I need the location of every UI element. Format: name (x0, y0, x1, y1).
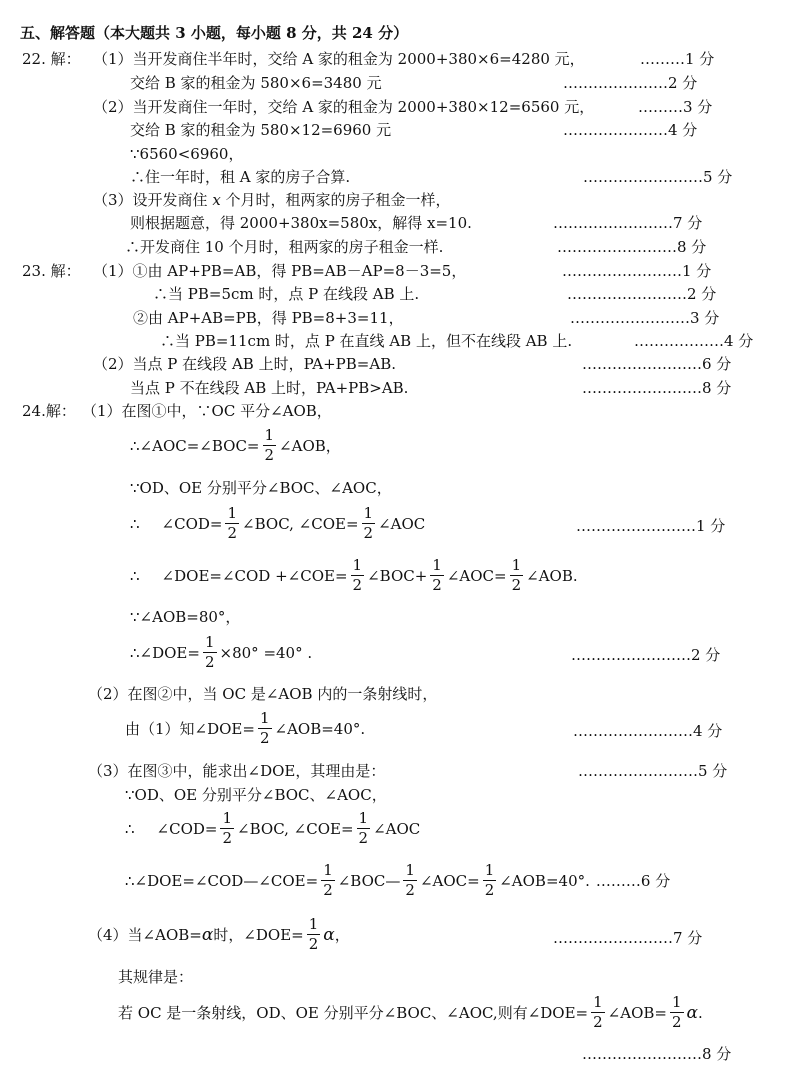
q23-line-4: ∴当 PB=11cm 时，点 P 在直线 AB 上，但不在线段 AB 上. (160, 332, 573, 350)
fraction-numerator: 1 (484, 861, 495, 879)
q24-p3-l3-b: ∠BOC, ∠COE= (237, 819, 354, 838)
fraction-numerator: 1 (511, 556, 522, 574)
q23-line-1: （1）①由 AP+PB=AB，得 PB=AB－AP=8－3=5， (93, 262, 467, 280)
q24-p3-l4-c: ∠AOC= (419, 871, 480, 890)
fraction-numerator: 1 (352, 556, 363, 574)
q24-score-6: ………6 分 (595, 871, 671, 890)
fraction-half (362, 505, 376, 542)
q23-line-3: ②由 AP+AB=PB，得 PB=8+3=11， (133, 309, 404, 327)
q24-p1-l5-a: ∠DOE=∠COD +∠COE= (161, 566, 348, 585)
q23-score-3: ……………………3 分 (570, 309, 720, 327)
q24-p4-a: （4）当∠AOB= (88, 925, 202, 944)
q24-score-1: ……………………1 分 (576, 517, 726, 535)
fraction-half (351, 557, 365, 594)
fraction-denominator: 2 (264, 446, 275, 464)
fraction-numerator: 1 (358, 809, 369, 827)
q22-line-1b: 交给 B 家的租金为 580×6=3480 元 (130, 74, 382, 92)
q24-p1-line7 (130, 634, 312, 671)
q23-score-4: ………………4 分 (634, 332, 754, 350)
fraction-numerator: 1 (222, 809, 233, 827)
alpha-symbol: α (323, 924, 335, 945)
q24-p3-l4-a: ∴∠DOE=∠COD—∠COE= (125, 871, 319, 890)
q24-rule-b: ∠AOB= (607, 1003, 667, 1022)
q22-line-2b: 交给 B 家的租金为 580×12=6960 元 (130, 121, 392, 139)
q23-line-5: （2）当点 P 在线段 AB 上时，PA+PB=AB. (93, 355, 396, 373)
q22-score-2: …………………2 分 (563, 74, 698, 92)
fraction-half (357, 810, 371, 847)
fraction-half (263, 427, 277, 464)
fraction-half (403, 862, 417, 899)
fraction-denominator: 2 (484, 881, 495, 899)
q24-p3-line2: ∵OD、OE 分别平分∠BOC、∠AOC， (125, 786, 387, 804)
fraction-denominator: 2 (204, 653, 215, 671)
q24-p3-line4 (125, 862, 670, 899)
fraction-numerator: 1 (227, 504, 238, 522)
fraction-denominator: 2 (352, 576, 363, 594)
q22-line-2a: （2）当开发商住一年时，交给 A 家的租金为 2000+380×12=6560 元， (93, 98, 595, 116)
fraction-half (307, 916, 321, 953)
fraction-denominator: 2 (222, 829, 233, 847)
fraction-half (220, 810, 234, 847)
fraction-numerator: 1 (363, 504, 374, 522)
q24-part3-heading: （3）在图③中，能求出∠DOE，其理由是： (88, 762, 386, 780)
q24-number: 24.解： (22, 402, 76, 420)
fraction-numerator: 1 (264, 426, 275, 444)
q24-score-7: ……………………7 分 (553, 929, 703, 947)
therefore-symbol: ∴ (130, 566, 140, 585)
fraction-numerator: 1 (259, 709, 270, 727)
fraction-denominator: 2 (323, 881, 333, 899)
q22-line-1a: （1）当开发商住半年时，交给 A 家的租金为 2000+380×6=4280 元， (93, 50, 585, 68)
fraction-half (430, 557, 444, 594)
fraction-denominator: 2 (259, 729, 270, 747)
q22-score-3: ………3 分 (638, 98, 713, 116)
fraction-numerator: 1 (323, 861, 333, 879)
q24-rule-a: 若 OC 是一条射线，OD、OE 分别平分∠BOC、∠AOC,则有∠DOE= (118, 1003, 589, 1022)
q22-line-2c: ∵6560<6960， (130, 145, 244, 163)
fraction-denominator: 2 (671, 1013, 682, 1031)
fraction-half (670, 994, 684, 1031)
q24-p1-l7-b: ×80° =40° . (219, 643, 313, 662)
q24-p4-b: 时，∠DOE= (213, 925, 304, 944)
q24-p1-l2-pre: ∴∠AOC=∠BOC= (130, 436, 260, 455)
q24-part2-heading: （2）在图②中，当 OC 是∠AOB 内的一条射线时， (88, 685, 438, 703)
q24-p1-line3: ∵OD、OE 分别平分∠BOC、∠AOC， (130, 479, 392, 497)
fraction-denominator: 2 (405, 881, 415, 899)
fraction-half (591, 994, 605, 1031)
q24-rule-heading: 其规律是： (118, 968, 194, 986)
q23-score-6: ……………………6 分 (582, 355, 732, 373)
q24-p4-c: ， (334, 925, 350, 944)
fraction-numerator: 1 (671, 993, 682, 1011)
q23-number: 23. 解： (22, 262, 81, 280)
q22-line-3a-post: 个月时，租两家的房子租金一样， (220, 191, 451, 209)
section-title: 五、解答题（本大题共 3 小题，每小题 8 分，共 24 分） (20, 24, 409, 42)
fraction-denominator: 2 (432, 576, 442, 594)
q24-p1-line4 (130, 505, 425, 542)
q23-line-2: ∴当 PB=5cm 时，点 P 在线段 AB 上. (153, 285, 420, 303)
q24-p3-l4-b: ∠BOC— (337, 871, 401, 890)
q24-p1-line6: ∵∠AOB=80°， (130, 608, 241, 626)
q24-p1-l5-d: ∠AOB. (526, 566, 578, 585)
q22-line-3a (93, 191, 451, 209)
fraction-half (203, 634, 217, 671)
fraction-numerator: 1 (405, 861, 415, 879)
q24-p1-line2 (130, 427, 341, 464)
q22-score-8: ……………………8 分 (557, 238, 707, 256)
fraction-denominator: 2 (511, 576, 522, 594)
q24-p3-line3 (125, 810, 420, 847)
q24-score-2: ……………………2 分 (571, 646, 721, 664)
q23-score-2: ……………………2 分 (567, 285, 717, 303)
fraction-numerator: 1 (593, 993, 603, 1011)
q24-p1-l4-b: ∠BOC, ∠COE= (242, 514, 359, 533)
alpha-symbol: α (686, 1002, 698, 1023)
q24-part4-line (88, 916, 350, 953)
q24-p2-line2 (125, 710, 365, 747)
fraction-numerator: 1 (204, 633, 215, 651)
q23-score-1: ……………………1 分 (562, 262, 712, 280)
fraction-half (225, 505, 239, 542)
q24-p3-l3-c: ∠AOC (373, 819, 421, 838)
fraction-half (258, 710, 272, 747)
q22-score-7: ……………………7 分 (553, 214, 703, 232)
q24-score-5: ……………………5 分 (578, 762, 728, 780)
q22-var-x: x (212, 191, 221, 209)
q24-p1-l5-c: ∠AOC= (446, 566, 507, 585)
fraction-denominator: 2 (308, 935, 319, 953)
fraction-denominator: 2 (593, 1013, 603, 1031)
q24-p3-l3-a: ∠COD= (156, 819, 218, 838)
q24-p1-line5 (130, 557, 578, 594)
q22-number: 22. 解： (22, 50, 81, 68)
fraction-denominator: 2 (227, 524, 238, 542)
q24-p1-l4-c: ∠AOC (378, 514, 426, 533)
q24-p1-l4-a: ∠COD= (161, 514, 223, 533)
q23-line-6: 当点 P 不在线段 AB 上时，PA+PB>AB. (130, 379, 409, 397)
fraction-numerator: 1 (432, 556, 442, 574)
q23-score-8: ……………………8 分 (582, 379, 732, 397)
q22-line-3b: 则根据题意，得 2000+380x=580x，解得 x=10. (130, 214, 472, 232)
q24-p1-l2-post: ∠AOB， (279, 436, 341, 455)
alpha-symbol: α (201, 924, 214, 945)
fraction-half (321, 862, 335, 899)
q24-score-8: ……………………8 分 (582, 1045, 732, 1063)
therefore-symbol: ∴ (125, 819, 135, 838)
fraction-denominator: 2 (363, 524, 374, 542)
fraction-half (483, 862, 497, 899)
therefore-symbol: ∴ (130, 514, 140, 533)
q22-line-2d: ∴住一年时，租 A 家的房子合算. (130, 168, 351, 186)
q24-p2-l2-b: ∠AOB=40°. (274, 719, 366, 738)
fraction-denominator: 2 (358, 829, 369, 847)
fraction-half (510, 557, 524, 594)
q24-p2-l2-a: 由（1）知∠DOE= (125, 719, 255, 738)
q24-part1-heading: （1）在图①中，∵OC 平分∠AOB， (82, 402, 332, 420)
q22-score-5: ……………………5 分 (583, 168, 733, 186)
q22-score-1: ………1 分 (640, 50, 715, 68)
q24-score-4: ……………………4 分 (573, 722, 723, 740)
q22-score-4: …………………4 分 (563, 121, 698, 139)
q24-rule-c: . (698, 1003, 703, 1022)
q24-rule-line (118, 994, 703, 1031)
q22-line-3c: ∴开发商住 10 个月时，租两家的房子租金一样. (125, 238, 444, 256)
q22-line-3a-pre: （3）设开发商住 (93, 191, 213, 209)
q24-p1-l5-b: ∠BOC+ (367, 566, 428, 585)
fraction-numerator: 1 (308, 915, 319, 933)
q24-p1-l7-a: ∴∠DOE= (130, 643, 200, 662)
q24-p3-l4-d: ∠AOB=40°. (499, 871, 590, 890)
